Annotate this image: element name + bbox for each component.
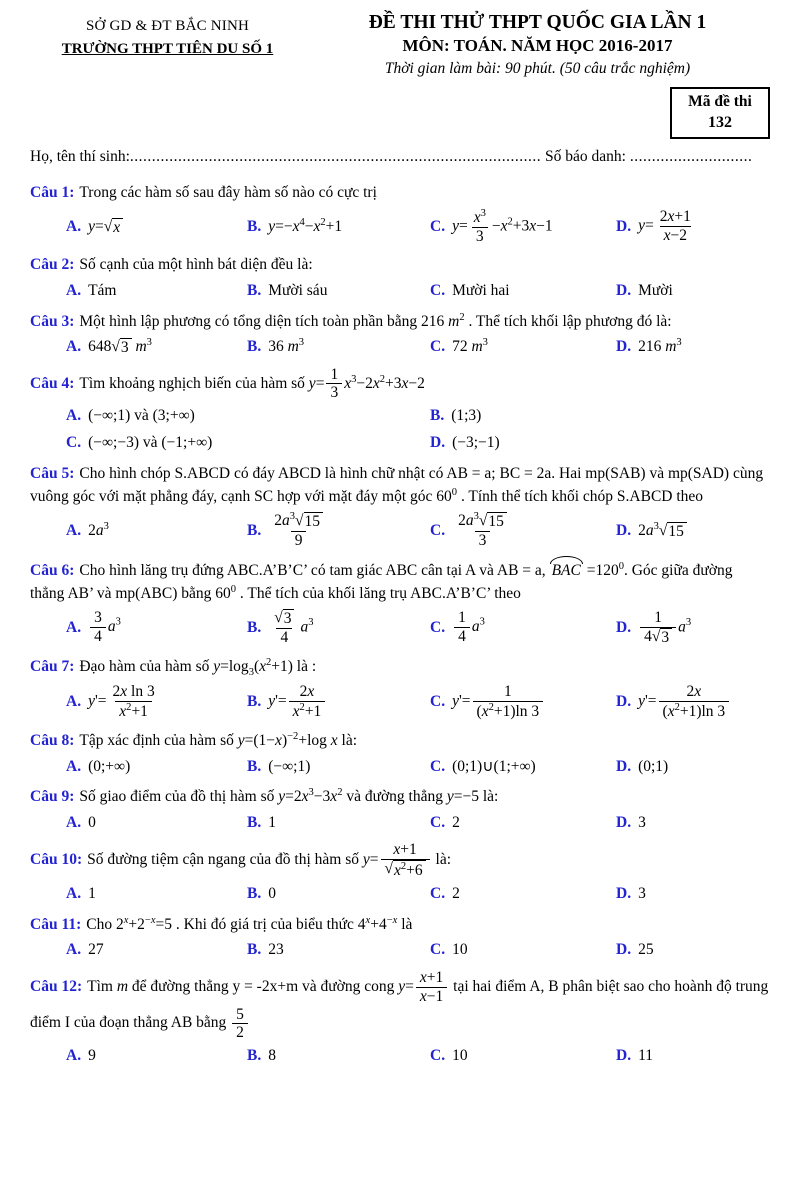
option-B	[247, 1045, 430, 1067]
option-value: $2a^3$ √ 15	[638, 520, 687, 542]
option-label: D.	[616, 337, 632, 355]
question	[30, 729, 770, 777]
exam-code-label: Mã đề thi	[688, 93, 752, 111]
option-label: B.	[247, 618, 262, 636]
options	[30, 336, 770, 358]
option-label: C.	[430, 521, 446, 539]
option-label: C.	[430, 813, 446, 831]
option-value: 72 $m^3$	[452, 336, 488, 355]
question	[30, 181, 770, 245]
option-value: y= $\frac{2x+1}{x-2}$	[638, 208, 691, 245]
option-value: $2a^3$ √ 15 3	[452, 511, 513, 550]
option-value: 2	[452, 885, 460, 903]
option-label: B.	[247, 1047, 262, 1065]
question-stem	[30, 366, 770, 403]
option-A	[66, 336, 247, 358]
student-info-line	[30, 148, 770, 166]
option-value: 0	[88, 813, 96, 831]
option-C	[430, 939, 616, 961]
question	[30, 913, 770, 961]
option-B	[247, 511, 430, 550]
option-label: D.	[616, 1047, 632, 1065]
option-value: (1;3)	[451, 407, 482, 425]
option-value: y'= $\frac{1}{(x^2+1)\ln 3}$	[452, 683, 545, 721]
option-A	[66, 511, 247, 550]
option-value: Mười	[638, 281, 673, 299]
exam-code-value: 132	[708, 113, 732, 131]
question-number: Câu 5:	[30, 464, 75, 482]
option-B	[247, 756, 430, 778]
option-value: (−3;−1)	[452, 433, 500, 451]
option-A	[66, 405, 430, 427]
option-B	[247, 208, 430, 246]
exam-code-box	[670, 87, 770, 139]
options	[30, 405, 770, 453]
option-value: (0;1)	[638, 757, 669, 775]
exam-subject: MÔN: TOÁN. NĂM HỌC 2016-2017	[402, 36, 673, 56]
option-C	[430, 1045, 616, 1067]
question-stem	[30, 654, 770, 680]
option-D	[616, 756, 770, 778]
option-value: y'= $\frac{2x}{x^2+1}$	[268, 683, 327, 721]
option-label: B.	[247, 337, 262, 355]
question-text: Tập xác định của hàm số $y=(1-x)^{-2}+\log$ x là:	[79, 731, 358, 750]
question	[30, 366, 770, 454]
department-name: SỞ GD & ĐT BẮC NINH	[85, 18, 250, 34]
option-C	[430, 208, 616, 246]
options	[30, 208, 770, 246]
option-label: C.	[430, 757, 446, 775]
question-number: Câu 4:	[30, 374, 75, 392]
option-A	[66, 683, 247, 721]
option-value: (−∞;1) và (3;+∞)	[88, 407, 195, 425]
option-value: 3	[638, 885, 646, 903]
option-label: A.	[66, 521, 82, 539]
question-number: Câu 1:	[30, 184, 75, 202]
question	[30, 309, 770, 357]
option-label: D.	[616, 521, 632, 539]
option-D	[616, 208, 770, 246]
question	[30, 253, 770, 301]
question-stem	[30, 841, 770, 880]
question-text: Số giao điểm của đồ thị hàm số $y=2x^3-3x^2$ và đường thẳng y=−5 là:	[79, 787, 499, 806]
question-stem	[30, 253, 770, 276]
question-text: Đạo hàm của hàm số $y=\log_3(x^2+1)$ là :	[79, 656, 317, 678]
option-C	[430, 336, 616, 358]
option-D	[616, 812, 770, 834]
option-D	[616, 609, 770, 647]
question	[30, 841, 770, 904]
question-number: Câu 11:	[30, 916, 82, 933]
option-label: B.	[247, 693, 262, 711]
options	[30, 756, 770, 778]
option-value: 0	[268, 885, 276, 903]
option-A	[66, 280, 247, 302]
option-value: 216 $m^3$	[638, 336, 682, 355]
option-value: 23	[268, 941, 284, 959]
question-text: Cho hình chóp S.ABCD có đáy ABCD là hình chữ nhật có AB = a; BC = 2a. Hai mp(SAB) và mp(SAD) cùng vuông góc với mặt phẳng đáy, cạnh SC hợp với mặt đáy một góc $60^0$ . Tính thể tích khối chóp S.ABCD theo	[30, 464, 764, 506]
option-value: (−∞;−3) và (−1;+∞)	[88, 433, 213, 451]
option-label: B.	[247, 813, 262, 831]
option-label: D.	[616, 618, 632, 636]
student-id-blank: ............................	[629, 148, 753, 166]
option-value: $y=-x^4-x^2+1$	[268, 216, 343, 235]
option-B	[430, 405, 770, 427]
option-label: A.	[66, 337, 82, 355]
option-label: D.	[616, 217, 632, 235]
option-label: C.	[430, 885, 446, 903]
option-label: C.	[430, 693, 446, 711]
option-C	[430, 756, 616, 778]
exam-header	[30, 8, 770, 78]
option-value: y= $\frac{x^3}{3}$ $-x^2+3x-1$	[452, 207, 553, 245]
option-C	[66, 432, 430, 454]
options	[30, 883, 770, 905]
option-label: A.	[66, 217, 82, 235]
option-A	[66, 208, 247, 246]
option-value: 36 $m^3$	[268, 336, 305, 355]
option-value: Mười sáu	[268, 281, 328, 299]
options	[30, 609, 770, 647]
option-C	[430, 883, 616, 905]
option-value: Tám	[88, 281, 117, 299]
question-stem	[30, 729, 770, 752]
option-D	[616, 1045, 770, 1067]
option-label: C.	[66, 433, 82, 451]
question-number: Câu 9:	[30, 788, 75, 806]
option-label: A.	[66, 757, 82, 775]
question-number: Câu 6:	[30, 562, 75, 580]
option-value: 27	[88, 941, 104, 959]
option-label: A.	[66, 813, 82, 831]
option-label: B.	[430, 407, 445, 425]
option-value: $\frac{3}{4}$ $a^3$	[88, 609, 121, 646]
option-B	[247, 683, 430, 721]
option-label: B.	[247, 281, 262, 299]
question-stem	[30, 181, 770, 204]
option-value: $\frac{1}{4}$ $a^3$	[452, 609, 485, 646]
option-label: C.	[430, 618, 446, 636]
question-text: Tìm khoảng nghịch biến của hàm số y= $\frac{1}{3}$ $x^3-2x^2+3x-2$	[79, 365, 425, 402]
question-text: Cho hình lăng trụ đứng ABC.A’B’C’ có tam giác ABC cân tại A và AB = a, BAC $=120^0$. Góc giữa đường thẳng AB’ và mp(ABC) bằng $60^0$ . Thể tích của khối lăng trụ ABC.A’B’C’ theo	[30, 562, 733, 602]
option-label: D.	[430, 433, 446, 451]
option-value: 10	[452, 941, 468, 959]
question-text: Một hình lập phương có tổng diện tích toàn phần bằng 216 $m^2$ . Thể tích khối lập phương đó là:	[79, 311, 672, 330]
options	[30, 1045, 770, 1067]
option-label: D.	[616, 757, 632, 775]
option-value: 1 4 √ 3 $a^3$	[638, 609, 691, 647]
option-C	[430, 280, 616, 302]
option-B	[247, 609, 430, 647]
question-text: Cho $2^x+2^{-x}=5$ . Khi đó giá trị của biểu thức $4^x+4^{-x}$ là	[86, 914, 413, 933]
questions	[30, 181, 770, 1066]
option-label: B.	[247, 885, 262, 903]
option-value: y'= $\frac{\text{2x ln 3}}{x^2+1}$	[88, 683, 155, 721]
option-label: C.	[430, 337, 446, 355]
option-C	[430, 511, 616, 550]
question-stem	[30, 309, 770, 332]
option-label: B.	[247, 521, 262, 539]
option-value: Mười hai	[452, 281, 510, 299]
option-label: C.	[430, 941, 446, 959]
option-label: B.	[247, 941, 262, 959]
option-A	[66, 1045, 247, 1067]
option-D	[616, 336, 770, 358]
options	[30, 939, 770, 961]
option-value: 2	[452, 813, 460, 831]
exam-duration: Thời gian làm bài: 90 phút. (50 câu trắc nghiệm)	[384, 60, 691, 78]
option-B	[247, 280, 430, 302]
option-D	[616, 683, 770, 721]
question-text: Trong các hàm số sau đây hàm số nào có cực trị	[79, 184, 377, 202]
exam-title-block	[305, 8, 770, 78]
question-number: Câu 10:	[30, 851, 83, 869]
option-D	[616, 280, 770, 302]
option-value: $2a^3$	[88, 520, 109, 539]
options	[30, 683, 770, 721]
option-D	[616, 939, 770, 961]
question-number: Câu 8:	[30, 732, 75, 750]
question-stem	[30, 785, 770, 808]
option-label: A.	[66, 618, 82, 636]
option-value: 10	[452, 1047, 468, 1065]
option-A	[66, 609, 247, 647]
option-label: A.	[66, 281, 82, 299]
option-label: D.	[616, 813, 632, 831]
school-block	[30, 8, 305, 60]
option-label: A.	[66, 941, 82, 959]
question-text: Số cạnh của một hình bát diện đều là:	[79, 256, 313, 274]
student-id-label: Số báo danh:	[545, 148, 626, 166]
exam-title: ĐỀ THI THỬ THPT QUỐC GIA LẦN 1	[368, 12, 707, 33]
option-C	[430, 683, 616, 721]
options	[30, 511, 770, 550]
option-label: B.	[247, 217, 262, 235]
student-name-label: Họ, tên thí sinh:	[30, 148, 130, 166]
option-D	[616, 511, 770, 550]
option-label: D.	[616, 693, 632, 711]
option-label: D.	[616, 885, 632, 903]
exam-code-row	[30, 87, 770, 139]
option-value: 1	[88, 885, 96, 903]
option-value: y= √ x	[88, 216, 123, 238]
question-stem	[30, 558, 770, 606]
question-number: Câu 7:	[30, 657, 75, 675]
option-A	[66, 756, 247, 778]
options	[30, 812, 770, 834]
option-D	[616, 883, 770, 905]
option-B	[247, 812, 430, 834]
option-value: (0;1)∪(1;+∞)	[452, 757, 536, 775]
school-name: TRƯỜNG THPT TIÊN DU SỐ 1	[61, 40, 274, 57]
option-value: √ 3 4 $a^3$	[274, 608, 314, 646]
options	[30, 280, 770, 302]
option-label: C.	[430, 217, 446, 235]
question-stem	[30, 913, 770, 936]
option-value: 11	[638, 1047, 654, 1065]
option-value: 3	[638, 813, 646, 831]
option-A	[66, 939, 247, 961]
question	[30, 462, 770, 550]
question-number: Câu 12:	[30, 977, 83, 995]
option-value: y'= $\frac{2x}{(x^2+1)\ln 3}$	[638, 683, 731, 721]
option-label: A.	[66, 885, 82, 903]
question	[30, 969, 770, 1067]
option-label: C.	[430, 281, 446, 299]
option-label: A.	[66, 407, 82, 425]
option-value: 9	[88, 1047, 96, 1065]
option-label: D.	[616, 941, 632, 959]
option-C	[430, 812, 616, 834]
option-label: D.	[616, 281, 632, 299]
question-text: Tìm m để đường thẳng y = -2x+m và đường cong y= $\frac{x+1}{x-1}$ tại hai điểm A, B phân biệt sao cho hoành độ trung điểm I của đoạn thẳng AB bằng $\frac{5}{2}$	[30, 968, 769, 1042]
option-value: 8	[268, 1047, 276, 1065]
question-stem	[30, 462, 770, 509]
option-B	[247, 939, 430, 961]
option-D	[430, 432, 770, 454]
student-name-blank: ..............................................................................................	[129, 148, 542, 166]
option-value: 25	[638, 941, 654, 959]
option-value: $2a^3$ √ 15 9	[268, 511, 329, 550]
question-number: Câu 2:	[30, 256, 75, 274]
question	[30, 558, 770, 646]
option-label: C.	[430, 1047, 446, 1065]
question-number: Câu 3:	[30, 312, 75, 330]
option-label: B.	[247, 757, 262, 775]
option-label: A.	[66, 1047, 82, 1065]
option-C	[430, 609, 616, 647]
question-stem	[30, 969, 770, 1042]
option-A	[66, 883, 247, 905]
question	[30, 785, 770, 833]
option-label: A.	[66, 693, 82, 711]
question	[30, 654, 770, 721]
option-value: (0;+∞)	[88, 757, 131, 775]
option-A	[66, 812, 247, 834]
option-value: 1	[268, 813, 276, 831]
question-text: Số đường tiệm cận ngang của đồ thị hàm số y= x+1 √ $x^2+6$ là:	[87, 841, 452, 880]
option-value: (−∞;1)	[268, 757, 311, 775]
option-B	[247, 336, 430, 358]
option-value: 648 √ 3 $m^3$	[88, 336, 152, 356]
option-B	[247, 883, 430, 905]
